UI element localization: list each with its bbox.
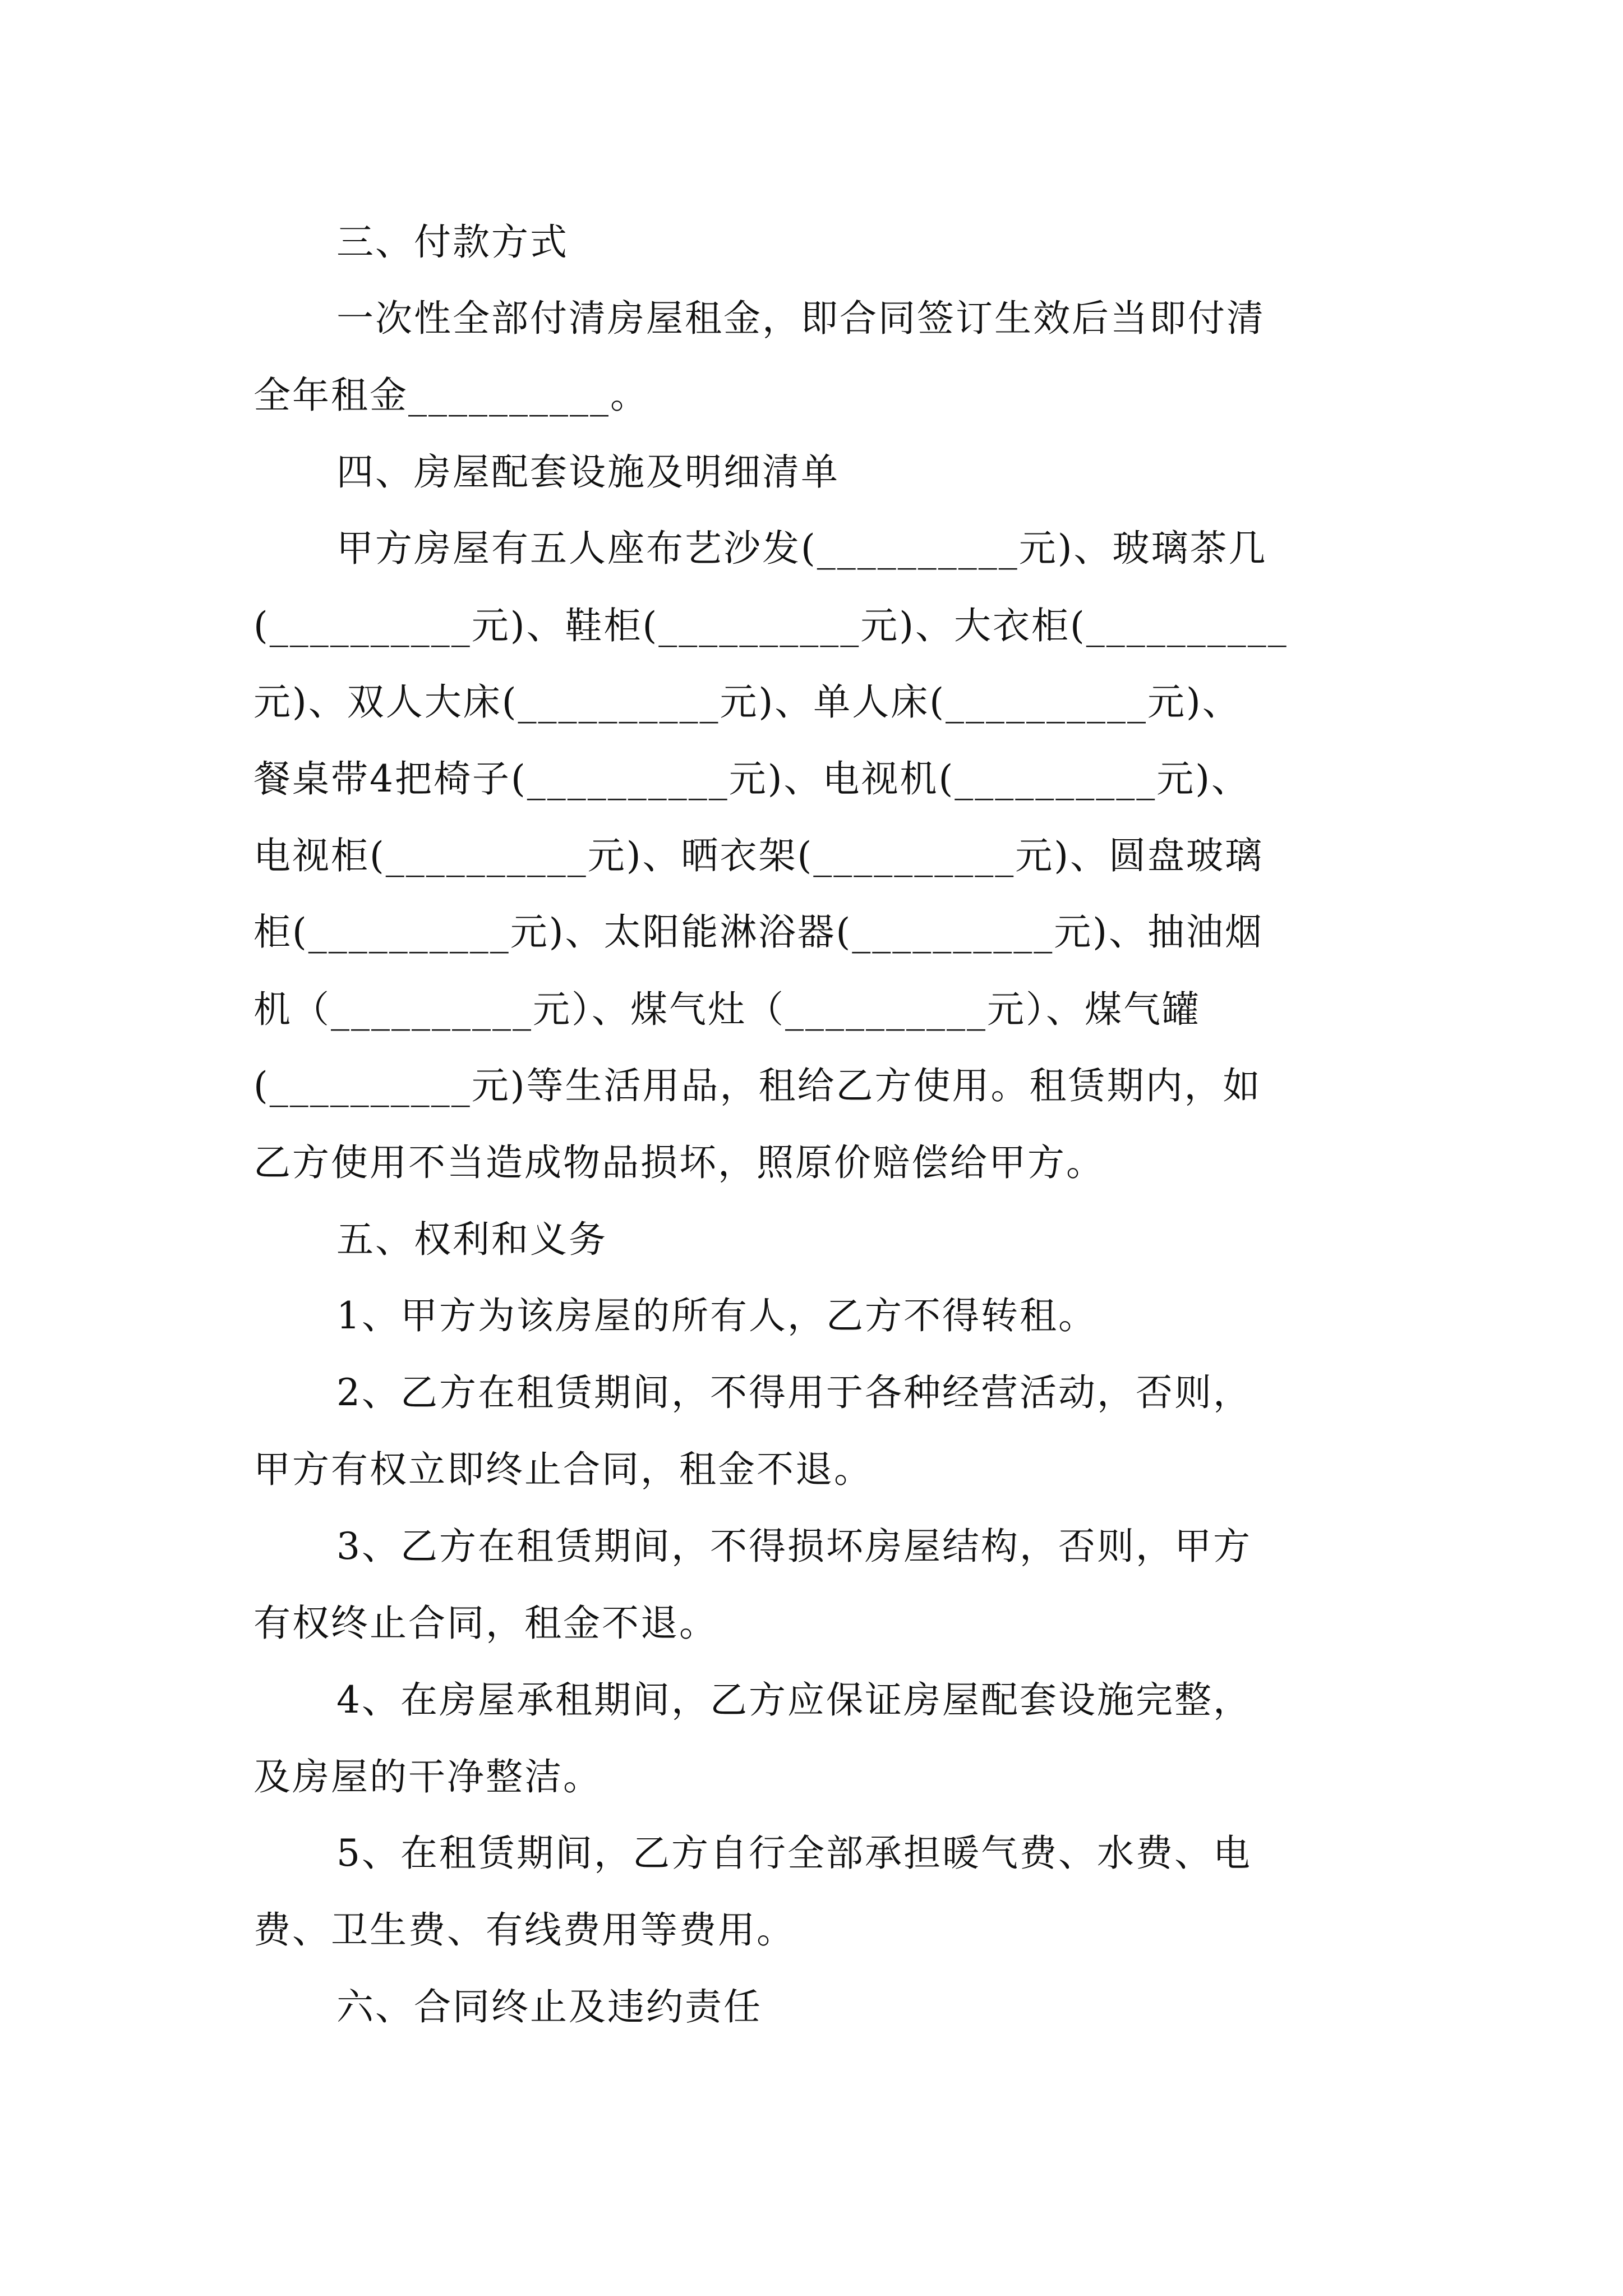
paragraph-line: 4、在房屋承租期间，乙方应保证房屋配套设施完整， — [336, 1678, 1252, 1722]
paragraph-line: 电视柜(__________元)、晒衣架(__________元)、圆盘玻璃 — [253, 834, 1264, 877]
paragraph-line: 甲方有权立即终止合同，租金不退。 — [253, 1448, 873, 1491]
section-heading-termination: 六、合同终止及违约责任 — [336, 1985, 762, 2028]
paragraph-line: 3、乙方在租赁期间，不得损坏房屋结构，否则，甲方 — [336, 1525, 1252, 1568]
paragraph-line: 一次性全部付清房屋租金，即合同签订生效后当即付清 — [336, 297, 1265, 340]
paragraph-line: 餐桌带4把椅子(__________元)、电视机(__________元)、 — [253, 757, 1250, 800]
paragraph-line: 及房屋的干净整洁。 — [253, 1755, 602, 1798]
paragraph-line: 甲方房屋有五人座布艺沙发(__________元)、玻璃茶几 — [336, 527, 1267, 570]
paragraph-line: 费、卫生费、有线费用等费用。 — [253, 1908, 795, 1952]
paragraph-line: (__________元)、鞋柜(__________元)、大衣柜(__________ — [253, 604, 1288, 647]
section-heading-facilities: 四、房屋配套设施及明细清单 — [336, 450, 840, 494]
paragraph-line: 全年租金__________。 — [253, 374, 649, 417]
paragraph-line: 机（__________元）、煤气灶（__________元）、煤气罐 — [253, 988, 1201, 1031]
paragraph-line: (__________元)等生活用品，租给乙方使用。租赁期内，如 — [253, 1064, 1262, 1107]
paragraph-line: 柜(__________元)、太阳能淋浴器(__________元)、抽油烟 — [253, 910, 1264, 954]
paragraph-line: 1、甲方为该房屋的所有人，乙方不得转租。 — [336, 1294, 1097, 1337]
section-heading-rights: 五、权利和义务 — [336, 1218, 607, 1261]
paragraph-line: 有权终止合同，租金不退。 — [253, 1602, 718, 1645]
paragraph-line: 5、在租赁期间，乙方自行全部承担暖气费、水费、电 — [336, 1832, 1252, 1875]
paragraph-line: 元)、双人大床(__________元)、单人床(__________元)、 — [253, 680, 1241, 724]
section-heading-payment: 三、付款方式 — [336, 220, 569, 264]
paragraph-line: 2、乙方在租赁期间，不得用于各种经营活动，否则， — [336, 1371, 1252, 1414]
paragraph-line: 乙方使用不当造成物品损坏，照原价赔偿给甲方。 — [253, 1141, 1105, 1184]
